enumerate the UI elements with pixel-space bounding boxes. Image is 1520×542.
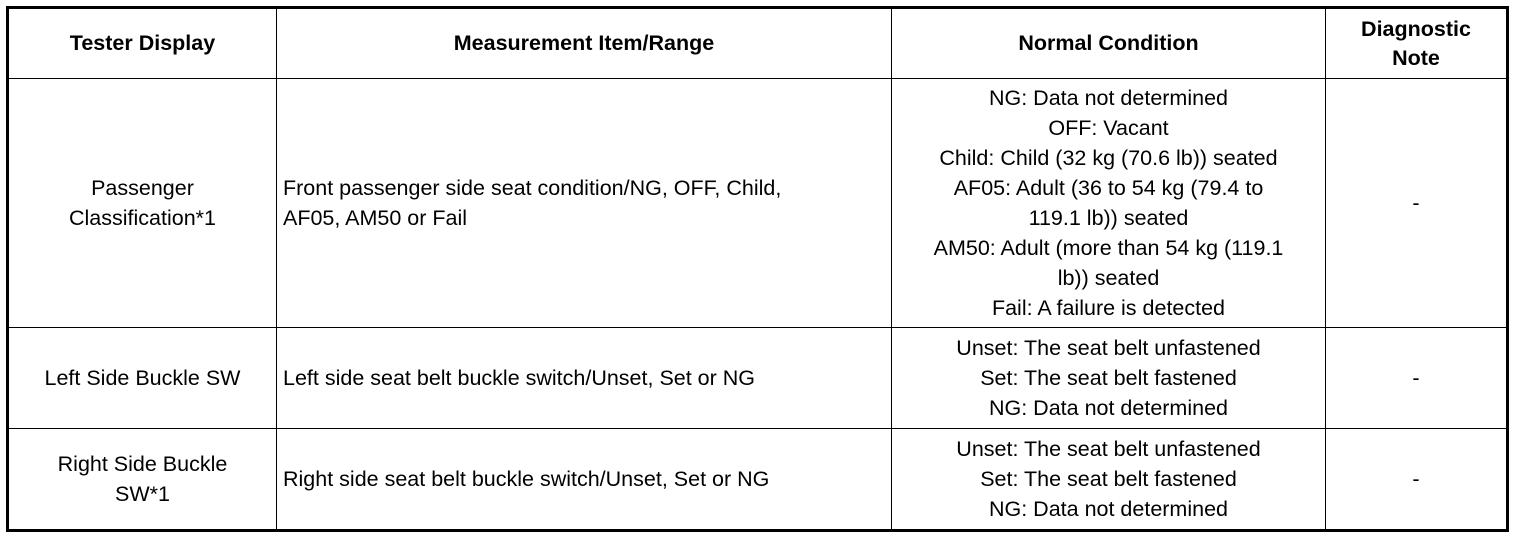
normal-condition-line: NG: Data not determined [988,396,1228,420]
diagnostic-note-cell: - [1326,79,1508,328]
tester-display-cell [8,328,277,429]
header-normal-condition: Normal Condition [892,8,1326,79]
normal-condition-cell [892,429,1326,531]
normal-condition-line: AM50: Adult (more than 54 kg (119.1 [933,236,1284,260]
diagnostic-data-table [6,6,1509,532]
normal-condition-line: lb)) seated [1057,266,1160,290]
normal-condition-line: Child: Child (32 kg (70.6 lb)) seated [939,146,1278,170]
normal-condition-line: NG: Data not determined [988,497,1228,521]
diagnostic-note-cell: - [1326,429,1508,531]
normal-condition-line: Unset: The seat belt unfastened [956,336,1261,360]
diagnostic-note-cell: - [1326,328,1508,429]
normal-condition-line: Set: The seat belt fastened [980,467,1237,491]
tester-display-line: Passenger [91,176,194,200]
normal-condition-line: Unset: The seat belt unfastened [956,437,1261,461]
header-diagnostic-note [1326,8,1508,79]
measurement-cell [277,328,892,429]
measurement-line: Left side seat belt buckle switch/Unset, Set or NG [283,366,756,390]
header-tester-display: Tester Display [8,8,277,79]
tester-display-cell [8,79,277,328]
tester-display-line: Right Side Buckle [57,452,228,476]
normal-condition-line: AF05: Adult (36 to 54 kg (79.4 to [953,176,1264,200]
normal-condition-line: OFF: Vacant [1048,116,1169,140]
normal-condition-line: NG: Data not determined [988,86,1228,110]
header-diagnostic-note-line-2: Note [1392,45,1440,70]
normal-condition-line: Fail: A failure is detected [991,296,1226,320]
measurement-line: Right side seat belt buckle switch/Unset, Set or NG [283,467,770,491]
table-row [8,429,1508,531]
table-header-row [8,8,1508,79]
tester-display-line: Classification*1 [69,206,216,230]
normal-condition-line: Set: The seat belt fastened [980,366,1237,390]
tester-display-line: SW*1 [115,482,170,506]
tester-display-line: Left Side Buckle SW [44,366,241,390]
header-measurement-item: Measurement Item/Range [277,8,892,79]
normal-condition-line: 119.1 lb)) seated [1028,206,1189,230]
measurement-line: AF05, AM50 or Fail [283,206,468,230]
normal-condition-cell [892,79,1326,328]
table-row [8,328,1508,429]
measurement-cell [277,79,892,328]
header-diagnostic-note-line-1: Diagnostic [1361,16,1471,41]
table-row [8,79,1508,328]
tester-display-cell [8,429,277,531]
normal-condition-cell [892,328,1326,429]
measurement-cell [277,429,892,531]
measurement-line: Front passenger side seat condition/NG, OFF, Child, [283,176,782,200]
